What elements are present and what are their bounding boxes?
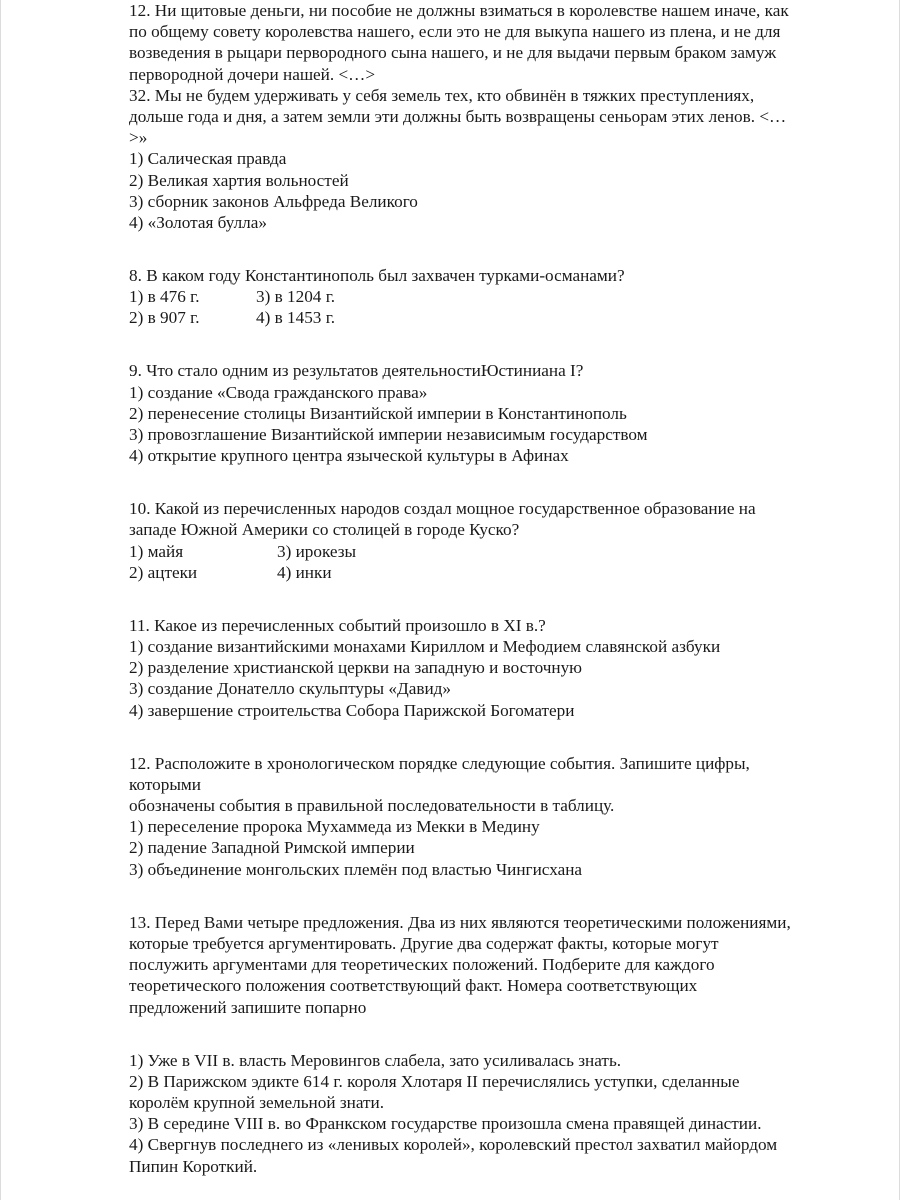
answer-option: 3) ирокезы xyxy=(277,541,357,561)
answer-option: 1) Салическая правда xyxy=(129,149,287,169)
intro-options xyxy=(129,148,849,233)
question-12 xyxy=(129,753,849,880)
text-line: 32. Мы не будем удерживать у себя земель тех, кто обвинён в тяжких преступлениях, xyxy=(129,85,755,105)
answer-option: 2) ацтеки xyxy=(129,562,198,582)
answer-option: 1) переселение пророка Мухаммеда из Мекки в Медину xyxy=(129,817,540,837)
option-row xyxy=(129,562,849,583)
answer-option: 2) перенесение столицы Византийской империи в Константинополь xyxy=(129,403,627,423)
statement-line: Пипин Короткий. xyxy=(129,1156,258,1176)
answer-option: 2) Великая хартия вольностей xyxy=(129,170,349,190)
document-content xyxy=(129,0,849,1177)
answer-option: 2) в 907 г. xyxy=(129,308,200,328)
answer-option: 1) в 476 г. xyxy=(129,287,200,307)
option-row xyxy=(129,286,849,307)
answer-option: 4) «Золотая булла» xyxy=(129,213,267,233)
answer-option: 3) объединение монгольских племён под властью Чингисхана xyxy=(129,859,583,879)
statement-line: королём крупной земельной знати. xyxy=(129,1092,385,1112)
question-text: послужить аргументами для теоретических положений. Подберите для каждого xyxy=(129,955,715,975)
answer-option: 4) инки xyxy=(277,562,332,582)
question-13-statements xyxy=(129,1050,849,1177)
option-row xyxy=(129,541,849,562)
text-line: по общему совету королевства нашего, если это не для выкупа нашего из плена, и не для xyxy=(129,22,781,42)
question-text: предложений запишите попарно xyxy=(129,997,367,1017)
text-line: возведения в рыцари первородного сына нашего, и не для выдачи первым браком замуж xyxy=(129,43,777,63)
question-text: западе Южной Америки со столицей в городе Куско? xyxy=(129,520,520,540)
question-text: обозначены события в правильной последовательности в таблицу. xyxy=(129,796,615,816)
question-11 xyxy=(129,615,849,721)
question-text: теоретического положения соответствующий факт. Номера соответствующих xyxy=(129,976,698,996)
question-text: которые требуется аргументировать. Другие два содержат факты, которые могут xyxy=(129,933,719,953)
answer-option: 3) сборник законов Альфреда Великого xyxy=(129,191,418,211)
answer-option: 3) провозглашение Византийской империи независимым государством xyxy=(129,425,648,445)
answer-option: 3) создание Донателло скульптуры «Давид» xyxy=(129,679,451,699)
option-row xyxy=(129,307,849,328)
statement-line: 1) Уже в VII в. власть Меровингов слабела, зато усиливалась знать. xyxy=(129,1050,622,1070)
answer-option: 1) майя xyxy=(129,541,184,561)
text-line: дольше года и дня, а затем земли эти должны быть возвращены сеньорам этих ленов. <… xyxy=(129,107,787,127)
answer-option: 2) падение Западной Римской империи xyxy=(129,838,415,858)
answer-option: 2) разделение христианской церкви на западную и восточную xyxy=(129,658,583,678)
question-text: которыми xyxy=(129,774,201,794)
text-line: первородной дочери нашей. <…> xyxy=(129,64,376,84)
answer-option: 1) создание «Свода гражданского права» xyxy=(129,382,428,402)
answer-option: 4) открытие крупного центра языческой культуры в Афинах xyxy=(129,446,569,466)
answer-option: 3) в 1204 г. xyxy=(256,287,336,307)
statement-line: 2) В Парижском эдикте 614 г. короля Хлотаря II перечислялись уступки, сделанные xyxy=(129,1071,740,1091)
question-text: 11. Какое из перечисленных событий произошло в XI в.? xyxy=(129,615,546,635)
text-line: 12. Ни щитовые деньги, ни пособие не должны взиматься в королевстве нашем иначе, как xyxy=(129,1,789,20)
statement-line: 4) Свергнув последнего из «ленивых королей», королевский престол захватил майордом xyxy=(129,1135,778,1155)
question-9 xyxy=(129,360,849,466)
answer-option: 4) завершение строительства Собора Парижской Богоматери xyxy=(129,700,575,720)
question-text: 13. Перед Вами четыре предложения. Два из них являются теоретическими положениями, xyxy=(129,912,791,932)
question-text: 9. Что стало одним из результатов деятельностиЮстиниана I? xyxy=(129,361,584,381)
answer-option: 4) в 1453 г. xyxy=(256,308,336,328)
intro-excerpt xyxy=(129,0,849,148)
question-10 xyxy=(129,498,849,583)
statement-line: 3) В середине VIII в. во Франкском государстве произошла смена правящей династии. xyxy=(129,1114,762,1134)
question-8 xyxy=(129,265,849,329)
question-text: 8. В каком году Константинополь был захвачен турками-османами? xyxy=(129,266,625,286)
question-text: 10. Какой из перечисленных народов создал мощное государственное образование на xyxy=(129,499,756,519)
text-line: >» xyxy=(129,128,148,148)
answer-option: 1) создание византийскими монахами Кириллом и Мефодием славянской азбуки xyxy=(129,637,721,657)
question-text: 12. Расположите в хронологическом порядке следующие события. Запишите цифры, xyxy=(129,753,750,773)
question-13 xyxy=(129,912,849,1018)
